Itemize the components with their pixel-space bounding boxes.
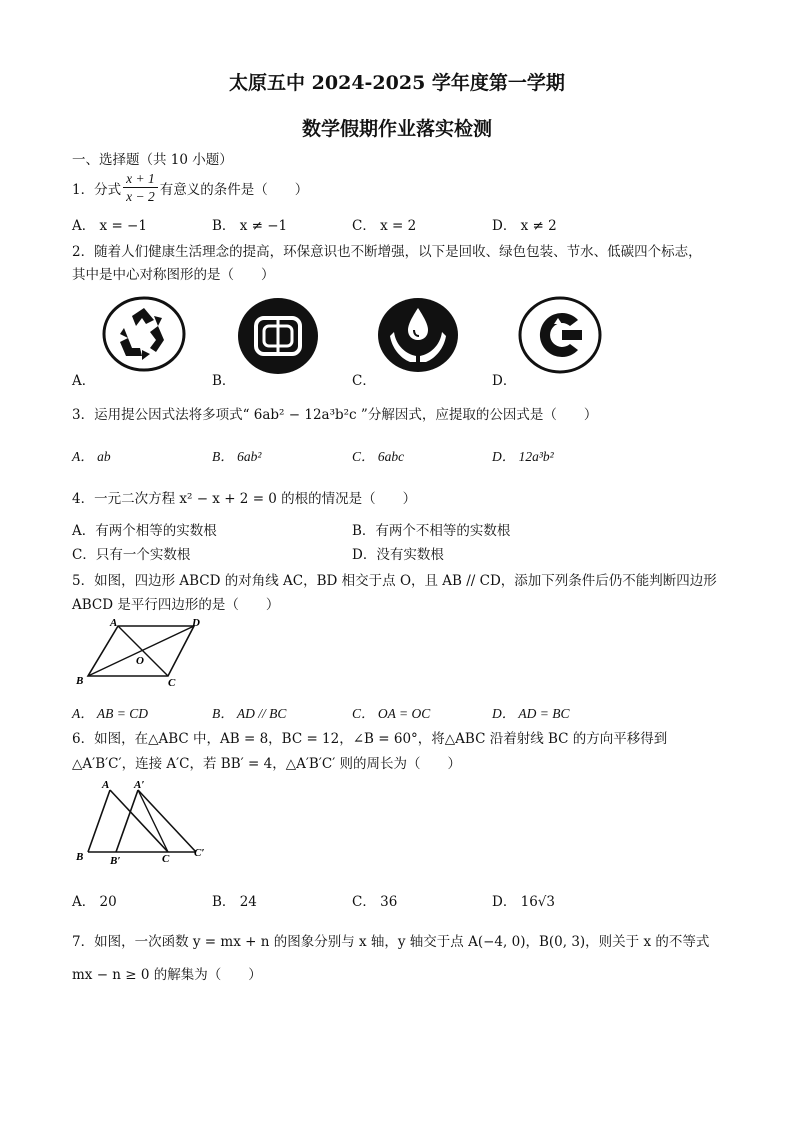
q4-stem: 4．一元二次方程 x² − x + 2 = 0 的根的情况是（ ） bbox=[72, 491, 417, 507]
q5-label-c: C bbox=[168, 677, 176, 688]
q2-option-a[interactable]: A． bbox=[72, 373, 96, 389]
q6-label-c-prime: C′ bbox=[194, 847, 205, 859]
q4-option-a[interactable]: A．有两个相等的实数根 bbox=[72, 523, 217, 539]
q5-label-a: A bbox=[110, 617, 118, 629]
q7-stem-line1: 7．如图，一次函数 y = mx + n 的图象分别与 x 轴，y 轴交于点 A(−4, 0)，B(0, 3)，则关于 x 的不等式 bbox=[72, 934, 710, 950]
q6-stem-line1: 6．如图，在△ABC 中，AB = 8，BC = 12，∠B = 60°，将△ABC 沿着射线 BC 的方向平移得到 bbox=[72, 731, 668, 747]
q2-option-b[interactable]: B． bbox=[212, 373, 236, 389]
green-package-logo-icon bbox=[236, 296, 320, 376]
q2-stem-line1: 2．随着人们健康生活理念的提高，环保意识也不断增强，以下是回收、绿色包装、节水、低碳四个标志， bbox=[72, 244, 702, 260]
q6-option-a[interactable]: A． 20 bbox=[72, 894, 117, 910]
q6-translation-figure bbox=[72, 776, 212, 868]
exam-title: 太原五中 2024-2025 学年度第一学期 bbox=[229, 72, 565, 94]
q4-option-b[interactable]: B．有两个不相等的实数根 bbox=[352, 523, 511, 539]
q1-fraction bbox=[123, 170, 158, 205]
section-heading: 一、选择题（共 10 小题） bbox=[72, 152, 233, 168]
q1-option-d[interactable]: D． x ≠ 2 bbox=[492, 218, 557, 234]
q6-label-a-prime: A′ bbox=[134, 779, 145, 791]
q5-option-a[interactable]: A． AB = CD bbox=[72, 706, 148, 721]
q1-option-b[interactable]: B． x ≠ −1 bbox=[212, 218, 288, 234]
q5-label-b: B bbox=[76, 675, 84, 687]
q4-option-d[interactable]: D．没有实数根 bbox=[352, 547, 444, 563]
exam-subtitle: 数学假期作业落实检测 bbox=[301, 118, 492, 140]
q5-stem-line1: 5．如图，四边形 ABCD 的对角线 AC，BD 相交于点 O，且 AB // CD，添加下列条件后仍不能判断四边形 bbox=[72, 573, 717, 589]
q2-stem-line2: 其中是中心对称图形的是（ ） bbox=[72, 267, 275, 283]
q1-prefix: 1．分式 bbox=[72, 181, 122, 198]
q6-stem-line2: △A′B′C′，连接 A′C，若 BB′ = 4，△A′B′C′ 则的周长为（ ） bbox=[72, 756, 462, 772]
q5-stem-line2: ABCD 是平行四边形的是（ ） bbox=[72, 597, 280, 613]
q2-option-d[interactable]: D． bbox=[492, 373, 517, 389]
q6-option-b[interactable]: B． 24 bbox=[212, 894, 257, 910]
q1-frac-den: x − 2 bbox=[126, 189, 155, 204]
q1-frac-num: x + 1 bbox=[123, 170, 158, 188]
q6-option-d[interactable]: D． 16√3 bbox=[492, 894, 555, 910]
q6-label-a: A bbox=[102, 779, 110, 791]
q1-option-a[interactable]: A． x = −1 bbox=[72, 218, 147, 234]
recycle-logo-icon bbox=[102, 296, 186, 372]
q6-label-c: C bbox=[162, 853, 170, 865]
question-1 bbox=[72, 170, 308, 205]
q4-option-c[interactable]: C．只有一个实数根 bbox=[72, 547, 191, 563]
q5-option-c[interactable]: C． OA = OC bbox=[352, 706, 431, 721]
q7-stem-line2: mx − n ≥ 0 的解集为（ ） bbox=[72, 967, 262, 983]
q1-option-c[interactable]: C． x = 2 bbox=[352, 218, 417, 234]
q5-label-o: O bbox=[136, 655, 144, 667]
q3-option-b[interactable]: B． 6ab² bbox=[212, 449, 262, 464]
water-saving-logo-icon bbox=[376, 296, 460, 374]
q2-option-c[interactable]: C． bbox=[352, 373, 376, 389]
q1-suffix: 有意义的条件是（ ） bbox=[159, 181, 309, 198]
q6-option-c[interactable]: C． 36 bbox=[352, 894, 398, 910]
q3-stem: 3．运用提公因式法将多项式“ 6ab² − 12a³b²c ”分解因式，应提取的公因式是（ ） bbox=[72, 407, 598, 423]
q5-option-b[interactable]: B． AD // BC bbox=[212, 706, 287, 721]
q5-option-d[interactable]: D． AD = BC bbox=[492, 706, 570, 721]
q3-option-a[interactable]: A． ab bbox=[72, 449, 111, 464]
q6-label-b: B bbox=[76, 851, 84, 863]
q6-label-b-prime: B′ bbox=[110, 855, 121, 867]
q3-option-d[interactable]: D． 12a³b² bbox=[492, 449, 554, 464]
q5-parallelogram-figure bbox=[72, 616, 202, 688]
q3-option-c[interactable]: C． 6abc bbox=[352, 449, 405, 464]
low-carbon-logo-icon bbox=[518, 296, 602, 374]
q5-label-d: D bbox=[192, 617, 200, 629]
